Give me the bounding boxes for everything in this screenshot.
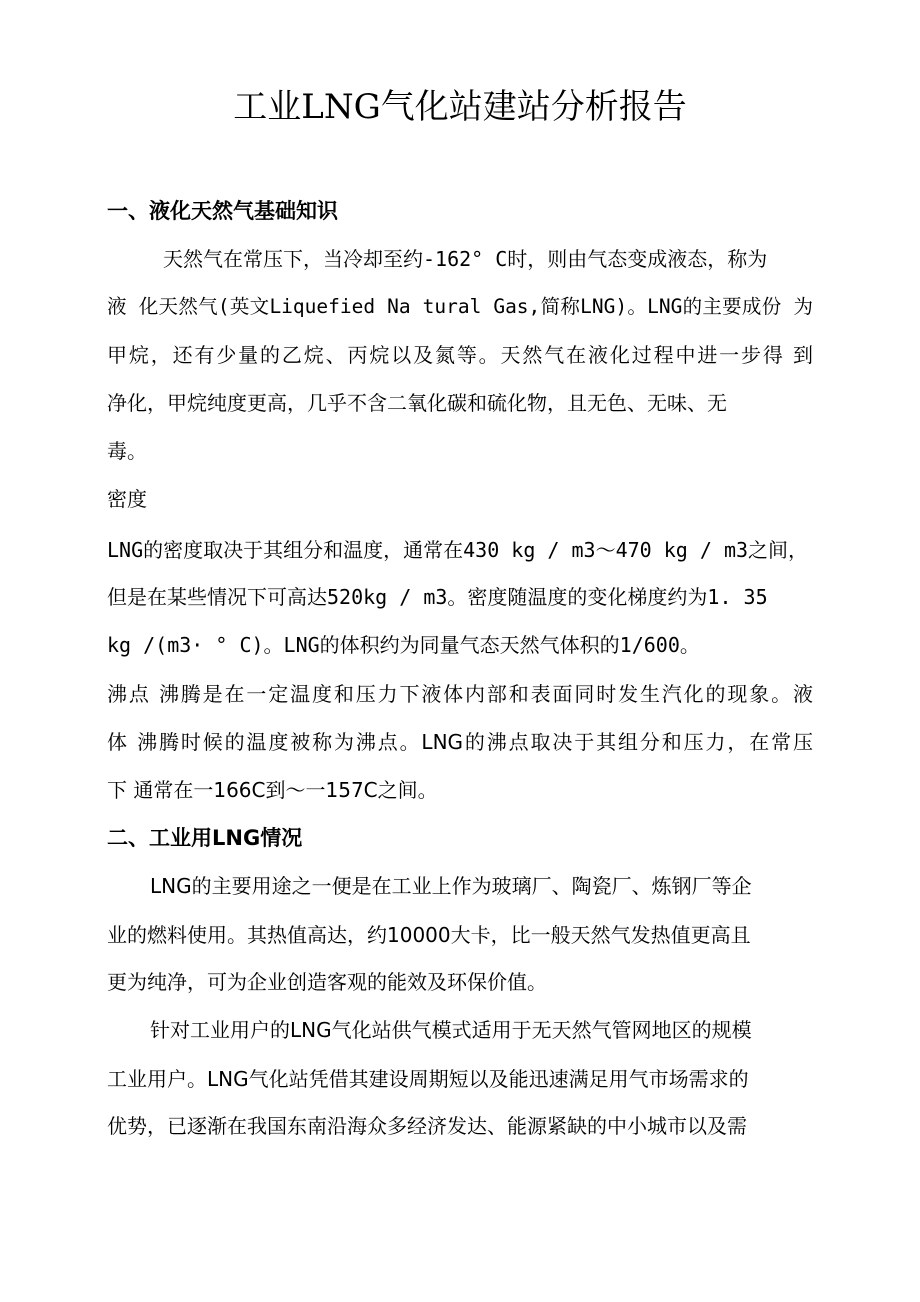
station-line-1: 针对工业用户的LNG气化站供气模式适用于无天然气管网地区的规模 [150,1018,752,1042]
intro-line-4: 净化，甲烷纯度更高，几乎不含二氧化碳和硫化物，且无色、无味、无 [107,391,727,415]
boiling-line-1: 沸点 沸腾是在一定温度和压力下液体内部和表面同时发生汽化的现象。液 [107,682,813,706]
density-line-1: LNG的密度取决于其组分和温度，通常在430 kg / m3〜470 kg / m3之间， [107,538,809,562]
density-line-3: kg /(m3· ° C)。LNG的体积约为同量气态天然气体积的1/600。 [107,633,700,657]
intro-line-2: 液 化天然气(英文Liquefied Na tural Gas,简称LNG)。LNG的主要成份 为 [107,295,813,318]
boiling-line-2: 体 沸腾时候的温度被称为沸点。LNG的沸点取决于其组分和压力，在常压 [107,730,813,754]
intro-line-3: 甲烷，还有少量的乙烷、丙烷以及氮等。天然气在液化过程中进一步得 到 [107,343,813,367]
density-label: 密度 [107,487,147,511]
station-line-2: 工业用户。LNG气化站凭借其建设周期短以及能迅速满足用气市场需求的 [107,1067,749,1091]
intro-line-5: 毒。 [107,439,147,463]
page-title: 工业LNG气化站建站分析报告 [233,87,687,127]
usage-line-2: 业的燃料使用。其热值高达，约10000大卡，比一般天然气发热值更高且 [107,923,751,947]
section-1-heading: 一、液化天然气基础知识 [107,199,338,223]
station-line-3: 优势，已逐渐在我国东南沿海众多经济发达、能源紧缺的中小城市以及需 [107,1114,747,1138]
density-line-2: 但是在某些情况下可高达520kg / m3。密度随温度的变化梯度约为1. 35 [107,585,768,609]
section-2-heading: 二、工业用LNG情况 [107,826,303,850]
usage-line-1: LNG的主要用途之一便是在工业上作为玻璃厂、陶瓷厂、炼钢厂等企 [150,874,752,898]
intro-line-1: 天然气在常压下，当冷却至约-162° C时，则由气态变成液态，称为 [163,247,768,271]
boiling-line-3: 下 通常在一166C到〜一157C之间。 [107,778,438,802]
usage-line-3: 更为纯净，可为企业创造客观的能效及环保价值。 [107,970,547,994]
